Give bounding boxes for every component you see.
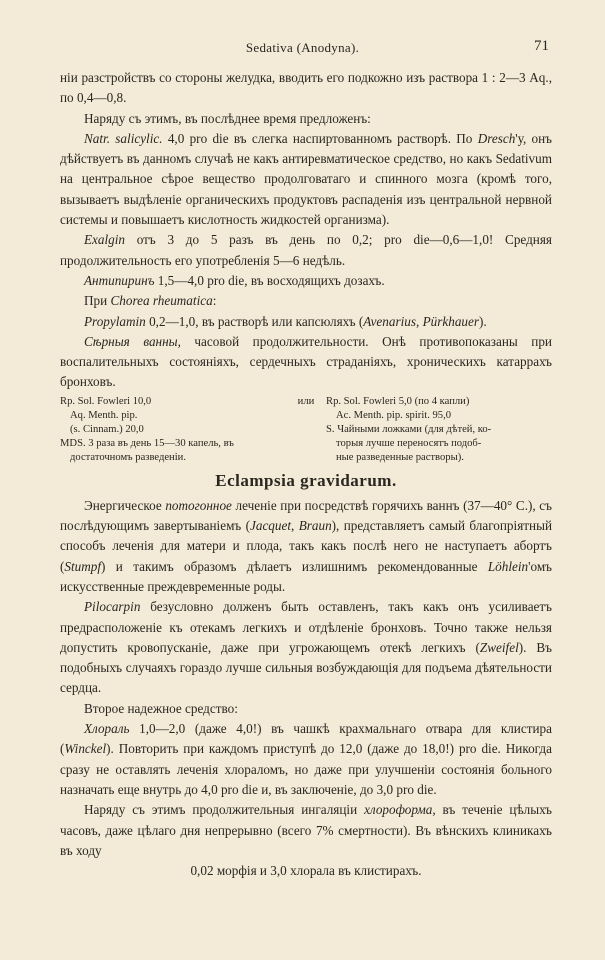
paragraph-chloral: Хлораль 1,0—2,0 (даже 4,0!) въ чашкѣ крахмальнаго отвара для клистира (Winckel). Повторить при каждомъ приступѣ до 12,0 (даже до 18,0!) pro die. Никогда сразу не оставлять леченiя хлораломъ, но даже при улучшенiи состоянiя больного назначать еще внутрь до 4,0 pro die и, въ заключенiе, до 3,0 pro die. xyxy=(60,721,552,797)
section-heading: Eclampsia gravidarum. xyxy=(215,470,397,490)
paragraph-continuation: нiи разстройствъ со стороны желудка, вводить его подкожно изъ раствора 1 : 2—3 Aq., по 0,4—0,8. xyxy=(60,70,552,106)
recipe-or: или xyxy=(297,395,315,407)
recipe-right xyxy=(326,395,552,465)
recipe-block xyxy=(60,395,552,465)
page-number: 71 xyxy=(534,38,549,54)
author-dresch: Dresch xyxy=(477,130,516,146)
author-avenarius: Avenarius xyxy=(363,313,416,329)
treatment-name-sulfur: Сѣрныя ванны, xyxy=(84,333,181,349)
recipe-left-line: (s. Cinnam.) 20,0 xyxy=(70,423,144,435)
paragraph-chloroform: Наряду съ этимъ продолжительныя ингаляцiи хлороформа, въ теченiе цѣлыхъ часовъ, даже цѣлаго дня непрерывно (всего 7% смертности). Въ вѣнскихъ клиникахъ въ ходу xyxy=(60,802,552,858)
page-header xyxy=(0,38,605,60)
author-braun: Braun xyxy=(298,518,332,534)
paragraph-last-line: 0,02 морфiя и 3,0 хлорала въ клистирахъ. xyxy=(190,863,422,879)
paragraph-chorea: При Chorea rheumatica: xyxy=(84,293,217,309)
paragraph-natr: Natr. salicylic. 4,0 pro die въ слегка наспиртованномъ растворѣ. По Dresch'у, онъ дѣйствуетъ въ данномъ случаѣ не какъ антиревматическое средство, но какъ Sedativum на центральное сѣрое вещество продолговатаго и спинного мозга (кромѣ того, вызываетъ выдѣленiе органическихъ продуктовъ распаденiя изъ центральной нервной системы и повышаетъ кислотность жидкостей организма). xyxy=(60,130,552,228)
drug-name-propylamin: Propylamin xyxy=(84,313,146,329)
recipe-right-line: торыя лучше переносятъ подоб- xyxy=(336,437,482,449)
drug-name-chloral: Хлораль xyxy=(84,721,130,737)
drug-name-natr: Natr. salicylic. xyxy=(84,130,163,146)
author-jacquet: Jacquet xyxy=(250,518,292,534)
recipe-left-line: MDS. 3 раза въ день 15—30 капель, въ xyxy=(60,437,234,449)
paragraph-sulfur-baths: Сѣрныя ванны, часовой продолжительности. Онѣ противопоказаны при воспалительныхъ состоянiяхъ, сердечныхъ страданiяхъ, хроническихъ катаррахъ бронховъ. xyxy=(60,333,552,390)
page-body xyxy=(60,68,552,881)
recipe-right-line: S. Чайными ложками (для дѣтей, ко- xyxy=(326,423,492,435)
author-zweifel: Zweifel xyxy=(479,639,519,655)
running-title: Sedativa (Anodyna). xyxy=(245,40,360,55)
emphasis-sweating: потогонное xyxy=(165,497,232,513)
author-winckel: Winckel xyxy=(64,741,107,757)
drug-name-pilocarpin: Pilocarpin xyxy=(84,599,141,615)
paragraph-exalgin: Exalgin отъ 3 до 5 разъ въ день по 0,2; pro die—0,6—1,0! Средняя продолжительность его употребленiя 5—6 недѣль. xyxy=(60,232,552,268)
paragraph-antipyrin: Антипиринъ 1,5—4,0 pro die, въ восходящихъ дозахъ. xyxy=(84,272,385,288)
recipe-right-line: Rp. Sol. Fowleri 5,0 (по 4 капли) xyxy=(326,395,470,407)
author-lohlein: Löhlein xyxy=(487,558,529,574)
recipe-left-line: достаточномъ разведенiи. xyxy=(70,451,186,463)
recipe-left xyxy=(60,395,286,465)
paragraph-second-remedy: Второе надежное средство: xyxy=(84,700,238,716)
drug-name-antipyrin: Антипиринъ xyxy=(84,272,155,288)
author-stumpf: Stumpf xyxy=(64,558,102,574)
disease-name-chorea: Chorea rheumatica xyxy=(110,293,213,309)
paragraph-energy: Энергическое потогонное леченiе при посредствѣ горячихъ ваннъ (37—40° C.), съ послѣдующимъ завертыванiемъ (Jacquet, Braun), представляетъ самый благопрiятный способъ леченiя для матери и плода, такъ какъ послѣ него не наступаетъ абортъ (Stumpf) и такимъ образомъ дѣлаетъ излишнимъ рекомендованные Löhlein'омъ искусственные преждевременные роды. xyxy=(60,497,552,594)
paragraph-pilocarpin: Pilocarpin безусловно долженъ быть оставленъ, такъ какъ онъ усиливаетъ предрасположенiе къ отекамъ легкихъ и отдѣленiе бронховъ. Точно также нельзя допустить кровопусканiе, даже при угрожающемъ отекѣ легкихъ (Zweifel). Въ подобныхъ случаяхъ гораздо лучше сильныя возбуждающiя для подъема дѣятельности сердца. xyxy=(60,599,552,696)
recipe-left-line: Rp. Sol. Fowleri 10,0 xyxy=(60,395,152,407)
paragraph-proposed: Наряду съ этимъ, въ послѣднее время предложенъ: xyxy=(84,110,371,126)
recipe-left-line: Aq. Menth. pip. xyxy=(70,409,138,421)
drug-name-exalgin: Exalgin xyxy=(84,232,126,248)
recipe-right-line: Ac. Menth. pip. spirit. 95,0 xyxy=(336,409,452,421)
paragraph-propylamin: Propylamin 0,2—1,0, въ растворѣ или капсюляхъ (Avenarius, Pürkhauer). xyxy=(84,313,487,329)
author-purkhauer: Pürkhauer xyxy=(422,313,479,329)
recipe-right-line: ные разведенные растворы). xyxy=(336,451,464,463)
drug-name-chloroform: хлороформа, xyxy=(364,802,436,818)
